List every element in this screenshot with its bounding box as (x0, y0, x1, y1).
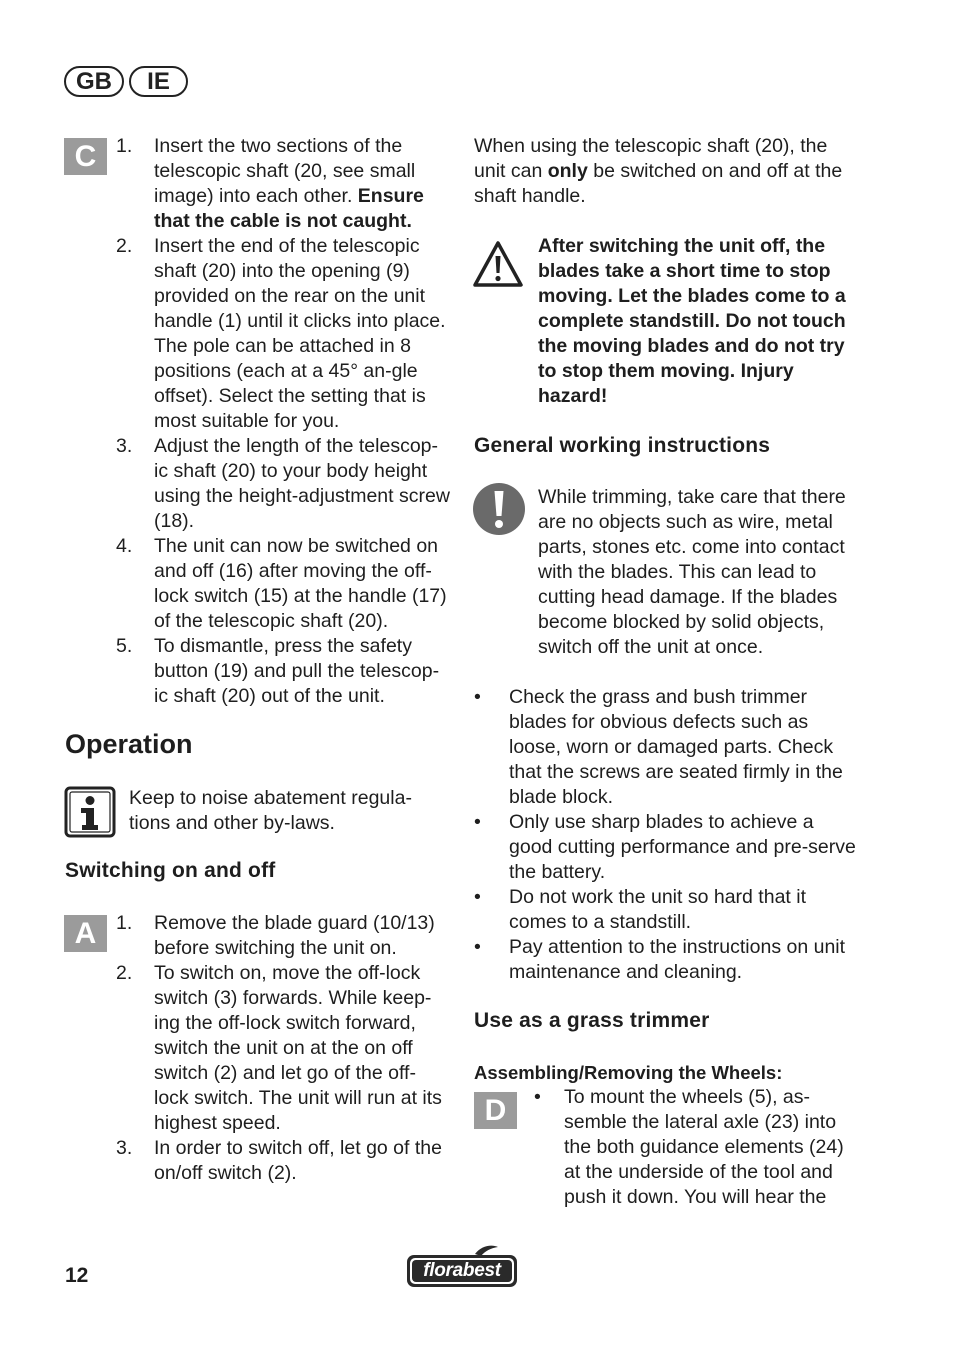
steps-list-a (65, 911, 450, 1186)
wheels-list (534, 1085, 864, 1210)
language-badge-gb: GB (64, 66, 124, 97)
section-title-operation: Operation (65, 729, 193, 759)
list-item: 1. Insert the two sections of the telescopic shaft (20, see small image) into each other. Ensure that the cable is not caught. (116, 135, 424, 232)
list-item: 3. Adjust the length of the telescop-ic shaft (20) to your body height using the height-adjustment screw (18). (116, 435, 450, 532)
info-icon (64, 786, 116, 838)
info-note: Keep to noise abatement regula-tions and other by-laws. (129, 787, 412, 834)
caution-exclamation-icon (472, 482, 526, 536)
list-item: 2. To switch on, move the off-lock switch (3) forwards. While keep-ing the off-lock switch forward, switch the unit on at the on off switch (2) and let go of the off-lock switch. The unit will run at its highest speed. (116, 962, 442, 1134)
page-number: 12 (65, 1264, 89, 1287)
working-instructions-list (474, 685, 859, 985)
figure-badge-c: C (64, 138, 107, 175)
section-title-general: General working instructions (474, 434, 771, 457)
list-item: 4. The unit can now be switched on and off (16) after moving the off-lock switch (15) at the handle (17) of the telescopic shaft (20). (116, 535, 447, 632)
list-item: • Pay attention to the instructions on unit maintenance and cleaning. (474, 936, 846, 983)
list-item: • Only use sharp blades to achieve a good cutting performance and pre-serve the battery. (474, 811, 856, 883)
section-title-switching: Switching on and off (65, 859, 276, 882)
list-item: • Check the grass and bush trimmer blades for obvious defects such as loose, worn or damaged parts. Check that the screws are seated firmly in the blade block. (474, 686, 843, 808)
figure-badge-a: A (64, 915, 107, 952)
list-item: 2. Insert the end of the telescopic shaft (20) into the opening (9) provided on the rear on the unit handle (1) until it clicks into place. The pole can be attached in 8 positions (each at a 45° an-gle offset). Select the setting that is most suitable for you. (116, 235, 446, 432)
list-item: • To mount the wheels (5), as-semble the lateral axle (23) into the both guidance elements (24) at the underside of the tool and push it down. You will hear the (534, 1086, 844, 1208)
language-badge-ie: IE (129, 66, 188, 97)
telescopic-intro: When using the telescopic shaft (20), the unit can only be switched on and off at the shaft handle. (474, 135, 843, 207)
list-item: 5. To dismantle, press the safety button (19) and pull the telescop-ic shaft (20) out of the unit. (116, 635, 440, 707)
figure-badge-d: D (474, 1092, 517, 1129)
section-title-grass-trimmer: Use as a grass trimmer (474, 1009, 710, 1032)
subsection-title-wheels: Assembling/Removing the Wheels: (474, 1062, 783, 1083)
warning-text: After switching the unit off, the blades take a short time to stop moving. Let the blades come to a complete standstill. Do not touch the moving blades and do not try to stop them moving. Injury hazard! (538, 235, 846, 407)
florabest-logo: florabest (405, 1244, 519, 1290)
caution-text: While trimming, take care that there are no objects such as wire, metal parts, stones etc. come into contact with the blades. This can lead to cutting head damage. If the blades become blocked by solid objects, switch off the unit at once. (538, 486, 846, 658)
warning-triangle-icon (472, 240, 524, 288)
list-item: 1. Remove the blade guard (10/13) before switching the unit on. (116, 912, 435, 959)
list-item: 3. In order to switch off, let go of the on/off switch (2). (116, 1137, 442, 1184)
steps-list-c (65, 134, 450, 709)
list-item: • Do not work the unit so hard that it comes to a standstill. (474, 886, 806, 933)
